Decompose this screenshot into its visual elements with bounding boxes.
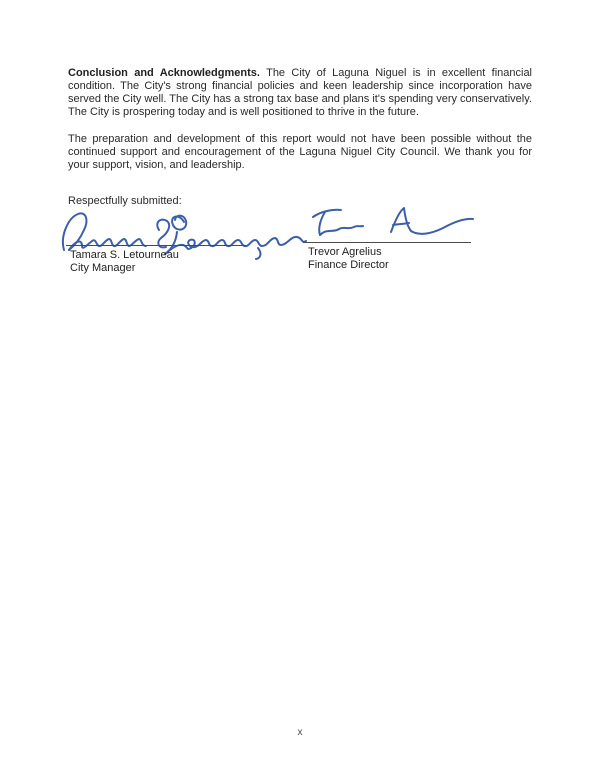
signer-name: Trevor Agrelius	[308, 246, 382, 258]
signature-block-city-manager	[60, 208, 312, 280]
signer-title: City Manager	[70, 262, 136, 274]
trevor-cursive-signature-icon	[303, 204, 478, 242]
paragraph-preparation: The preparation and development of this report would not have been possible without the continued support and encouragement of the Laguna Niguel City Council. We thank you for your support, vision, and leadership.	[68, 133, 532, 171]
signature-line	[303, 242, 471, 243]
signer-title: Finance Director	[308, 259, 389, 271]
signature-block-finance-director	[303, 204, 481, 276]
letter-body	[68, 67, 532, 208]
paragraph-conclusion-lead: Conclusion and Acknowledgments.	[68, 67, 260, 79]
page-number: x	[297, 727, 303, 738]
signer-name: Tamara S. Letourneau	[70, 249, 179, 261]
signature-line	[66, 245, 246, 246]
paragraph-conclusion-text: The City of Laguna Niguel is in excellent financial condition. The City's strong financial policies and keen leadership since incorporation have served the City well. The City has a strong tax base and plans it's spending very conservatively. The City is prospering today and is well positioned to thrive in the future.	[68, 67, 533, 118]
paragraph-conclusion	[68, 67, 532, 119]
salutation-text: Respectfully submitted:	[68, 195, 182, 207]
